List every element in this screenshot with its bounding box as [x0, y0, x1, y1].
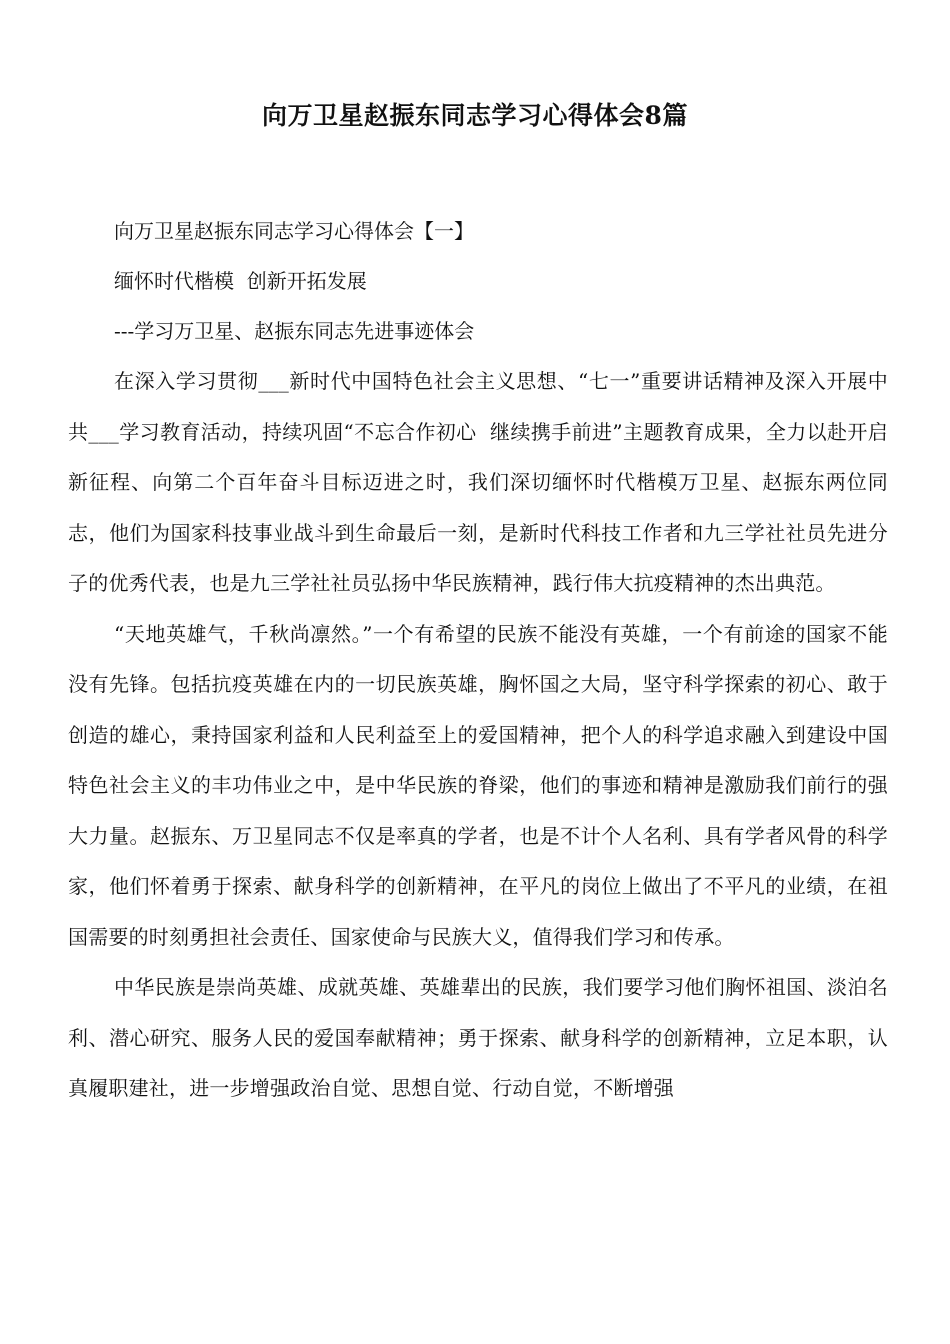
document-body: [68, 206, 888, 1114]
document-title: 向万卫星赵振东同志学习心得体会8篇: [262, 101, 688, 130]
body-paragraph-3: 中华民族是崇尚英雄、成就英雄、英雄辈出的民族，我们要学习他们胸怀祖国、淡泊名利、潜心研究、服务人民的爱国奉献精神；勇于探索、献身科学的创新精神，立足本职，认真履职建社，进一步增强政治自觉、思想自觉、行动自觉，不断增强: [68, 975, 888, 1100]
article-subtitle: 缅怀时代楷模 创新开拓发展: [114, 269, 367, 293]
body-paragraph-1: 在深入学习贯彻___新时代中国特色社会主义思想、“七一”重要讲话精神及深入开展中共___学习教育活动，持续巩固“不忘合作初心 继续携手前进”主题教育成果，全力以赴开启新征程、向第二个百年奋斗目标迈进之时，我们深切缅怀时代楷模万卫星、赵振东两位同志，他们为国家科技事业战斗到生命最后一刻，是新时代科技工作者和九三学社社员先进分子的优秀代表，也是九三学社社员弘扬中华民族精神，践行伟大抗疫精神的杰出典范。: [68, 369, 888, 595]
body-paragraph-2: “天地英雄气，千秋尚凛然。”一个有希望的民族不能没有英雄，一个有前途的国家不能没有先锋。包括抗疫英雄在内的一切民族英雄，胸怀国之大局，坚守科学探索的初心、敢于创造的雄心，秉持国家利益和人民利益至上的爱国精神，把个人的科学追求融入到建设中国特色社会主义的丰功伟业之中，是中华民族的脊梁，他们的事迹和精神是激励我们前行的强大力量。赵振东、万卫星同志不仅是率真的学者，也是不计个人名利、具有学者风骨的科学家，他们怀着勇于探索、献身科学的创新精神，在平凡的岗位上做出了不平凡的业绩，在祖国需要的时刻勇担社会责任、国家使命与民族大义，值得我们学习和传承。: [68, 621, 888, 949]
article-byline: ---学习万卫星、赵振东同志先进事迹体会: [114, 319, 475, 343]
section-heading: 向万卫星赵振东同志学习心得体会【一】: [114, 219, 474, 243]
